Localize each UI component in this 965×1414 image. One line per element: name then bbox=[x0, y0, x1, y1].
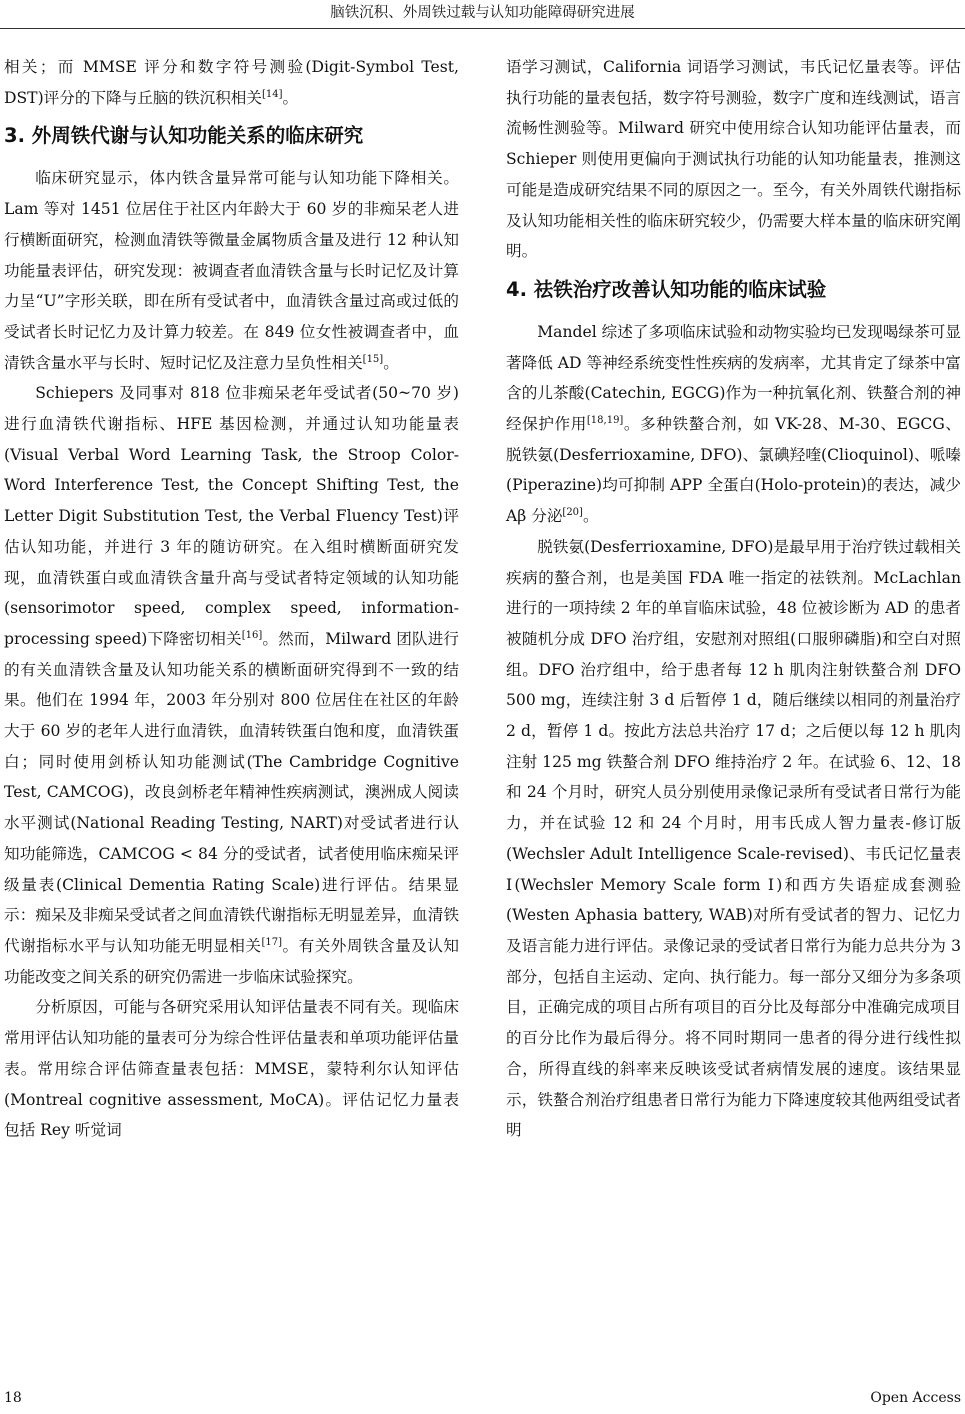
citation[interactable]: [17] bbox=[261, 936, 282, 948]
paragraph: Mandel 综述了多项临床试验和动物实验均已发现喝绿茶可显著降低 AD 等神经系统变性性疾病的发病率，尤其肯定了绿茶中富含的儿茶酸(Catechin, EGCG)作为一种抗氧化剂、铁螯合剂的神经保护作用[18,19]。多种铁螯合剂，如 VK-28、M-30、EGCG、脱铁氨(Desferrioxamine, DFO)、氯碘羟喹(Clioquinol)、哌嗪(Piperazine)均可抑制 APP 全蛋白(Holo-protein)的表达，减少 Aβ 分泌[20]。 bbox=[506, 322, 961, 526]
citation[interactable]: [16] bbox=[241, 629, 263, 641]
publisher-label: Open Access bbox=[870, 1390, 961, 1406]
citation[interactable]: [20] bbox=[562, 506, 583, 518]
citation[interactable]: [15] bbox=[362, 353, 384, 365]
citation[interactable]: [14] bbox=[261, 88, 283, 100]
page-number: 18 bbox=[4, 1390, 22, 1406]
right-column bbox=[506, 52, 961, 1146]
section-heading-3: 3. 外周铁代谢与认知功能关系的临床研究 bbox=[4, 124, 364, 148]
paragraph: 相关；而 MMSE 评分和数字符号测验(Digit-Symbol Test, DST)评分的下降与丘脑的铁沉积相关[14]。 bbox=[4, 58, 459, 107]
paragraph: 脱铁氨(Desferrioxamine, DFO)是最早用于治疗铁过载相关疾病的螯合剂，也是美国 FDA 唯一指定的祛铁剂。McLachlan 进行的一项持续 2 年的单盲临床试验，48 位被诊断为 AD 的患者被随机分成 DFO 治疗组，安慰剂对照组(口服卵磷脂)和空白对照组。DFO 治疗组中，给于患者每 12 h 肌肉注射铁螯合剂 DFO 500 mg，连续注射 3 d 后暂停 1 d，随后继续以相同的剂量治疗 2 d，暂停 1 d。按此方法总共治疗 17 d；之后便以每 12 h 肌肉注射 125 mg 铁螯合剂 DFO 维持治疗 2 年。在试验 6、12、18 和 24 个月时，研究人员分别使用录像记录所有受试者日常行为能力，并在试验 12 和 24 个月时，用韦氏成人智力量表-修订版(Wechsler Adult Intelligence Scale-revised)、韦氏记忆量表Ⅰ(Wechsler Memory Scale form Ⅰ)和西方失语症成套测验(Westen Aphasia battery, WAB)对所有受试者的智力、记忆力及语言能力进行评估。录像记录的受试者日常行为能力总共分为 3 部分，包括自主运动、定向、执行能力。每一部分又细分为多条项目，正确完成的项目占所有项目的百分比及每部分中准确完成项目的百分比作为最后得分。将不同时期同一患者的得分进行线性拟合，所得直线的斜率来反映该受试者病情发展的速度。该结果显示，铁螯合剂治疗组患者日常行为能力下降速度较其他两组受试者明 bbox=[506, 537, 961, 1140]
paragraph: 分析原因，可能与各研究采用认知评估量表不同有关。现临床常用评估认知功能的量表可分为综合性评估量表和单项功能评估量表。常用综合评估筛查量表包括：MMSE，蒙特利尔认知评估(Montreal cognitive assessment, MoCA)。评估记忆力量表包括 Rey 听觉词 bbox=[4, 998, 459, 1140]
section-heading-4: 4. 祛铁治疗改善认知功能的临床试验 bbox=[506, 277, 827, 301]
left-column bbox=[4, 52, 459, 1146]
header-rule bbox=[0, 28, 965, 29]
paragraph: 语学习测试，California 词语学习测试，韦氏记忆量表等。评估执行功能的量表包括，数字符号测验，数字广度和连线测试，语言流畅性测验等。Milward 研究中使用综合认知功能评估量表，而 Schieper 则使用更偏向于测试执行功能的认知功能量表，推测这可能是造成研究结果不同的原因之一。至今，有关外周铁代谢指标及认知功能相关性的临床研究较少，仍需要大样本量的临床研究阐明。 bbox=[506, 58, 961, 261]
paragraph: Schiepers 及同事对 818 位非痴呆老年受试者(50~70 岁)进行血清铁代谢指标、HFE 基因检测，并通过认知功能量表(Visual Verbal Word Learning Task, the Stroop Color-Word Interference Test, the Concept Shifting Test, the Letter Digit Substitution Test, the Verbal Fluency Test)评估认知功能，并进行 3 年的随访研究。在入组时横断面研究发现，血清铁蛋白或血清铁含量升高与受试者特定领域的认知功能(sensorimotor speed, complex speed, information-processing speed)下降密切相关[16]。然而，Milward 团队进行的有关血清铁含量及认知功能关系的横断面研究得到不一致的结果。他们在 1994 年，2003 年分别对 800 位居住在社区的年龄大于 60 岁的老年人进行血清铁，血清转铁蛋白饱和度，血清铁蛋白；同时使用剑桥认知功能测试(The Cambridge Cognitive Test, CAMCOG)，改良剑桥老年精神性疾病测试，澳洲成人阅读水平测试(National Reading Testing, NART)对受试者进行认知功能筛选，CAMCOG < 84 分的受试者，试者使用临床痴呆评级量表(Clinical Dementia Rating Scale)进行评估。结果显示：痴呆及非痴呆受试者之间血清铁代谢指标无明显差异，血清铁代谢指标水平与认知功能无明显相关[17]。有关外周铁含量及认知功能改变之间关系的研究仍需进一步临床试验探究。 bbox=[4, 384, 459, 986]
running-header: 脑铁沉积、外周铁过载与认知功能障碍研究进展 bbox=[330, 5, 635, 21]
citation[interactable]: [18,19] bbox=[586, 414, 624, 426]
paragraph: 临床研究显示，体内铁含量异常可能与认知功能下降相关。Lam 等对 1451 位居住于社区内年龄大于 60 岁的非痴呆老人进行横断面研究，检测血清铁等微量金属物质含量及进行 12 种认知功能量表评估，研究发现：被调查者血清铁含量与长时记忆及计算力呈“U”字形关联，即在所有受试者中，血清铁含量过高或过低的受试者长时记忆力及计算力较差。在 849 位女性被调查者中，血清铁含量水平与长时、短时记忆及注意力呈负性相关[15]。 bbox=[4, 169, 459, 372]
